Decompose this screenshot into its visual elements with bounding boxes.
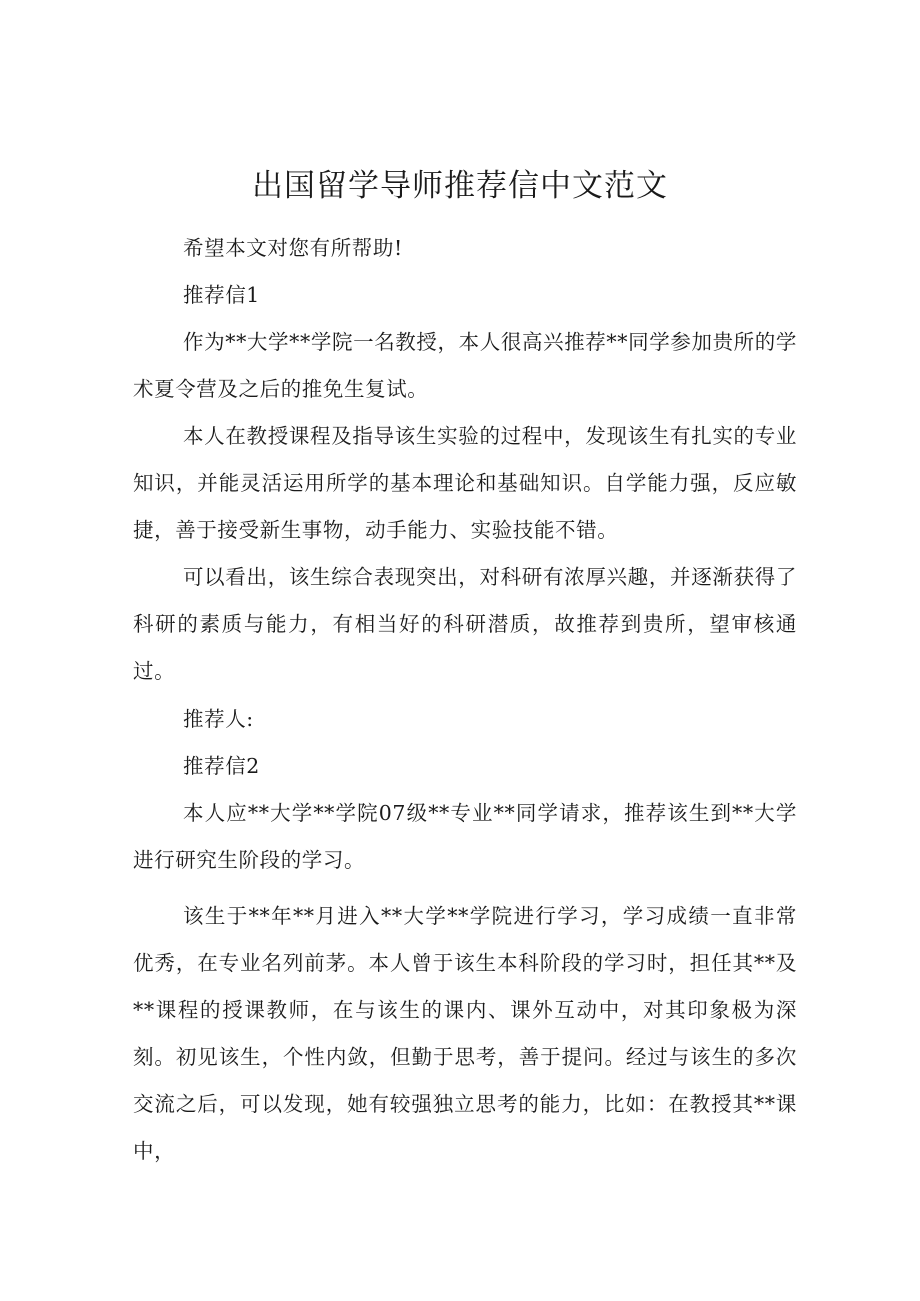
document-title: 出国留学导师推荐信中文范文 [252, 168, 668, 204]
letter-1-paragraph-2: 本人在教授课程及指导该生实验的过程中，发现该生有扎实的专业知识，并能灵活运用所学的基本理论和基础知识。自学能力强，反应敏捷，善于接受新生事物，动手能力、实验技能不错。 [133, 424, 797, 542]
letter-2-paragraph-1: 本人应**大学**学院07级**专业**同学请求，推荐该生到**大学进行研究生阶段的学习。 [133, 801, 797, 872]
recommender-line: 推荐人: [183, 707, 254, 731]
letter-1-paragraph-1: 作为**大学**学院一名教授，本人很高兴推荐**同学参加贵所的学术夏令营及之后的推免生复试。 [133, 330, 797, 401]
letter-1-heading: 推荐信1 [183, 283, 260, 307]
letter-1-paragraph-3: 可以看出，该生综合表现突出，对科研有浓厚兴趣，并逐渐获得了科研的素质与能力，有相当好的科研潜质，故推荐到贵所，望审核通过。 [133, 565, 797, 683]
intro-paragraph: 希望本文对您有所帮助! [183, 236, 403, 260]
letter-2-heading: 推荐信2 [183, 754, 260, 778]
letter-2-paragraph-2: 该生于**年**月进入**大学**学院进行学习，学习成绩一直非常优秀，在专业名列前茅。本人曾于该生本科阶段的学习时，担任其**及**课程的授课教师，在与该生的课内、课外互动中，对其印象极为深刻。初见该生，个性内敛，但勤于思考，善于提问。经过与该生的多次交流之后，可以发现，她有较强独立思考的能力，比如：在教授其**课中， [133, 904, 797, 1163]
